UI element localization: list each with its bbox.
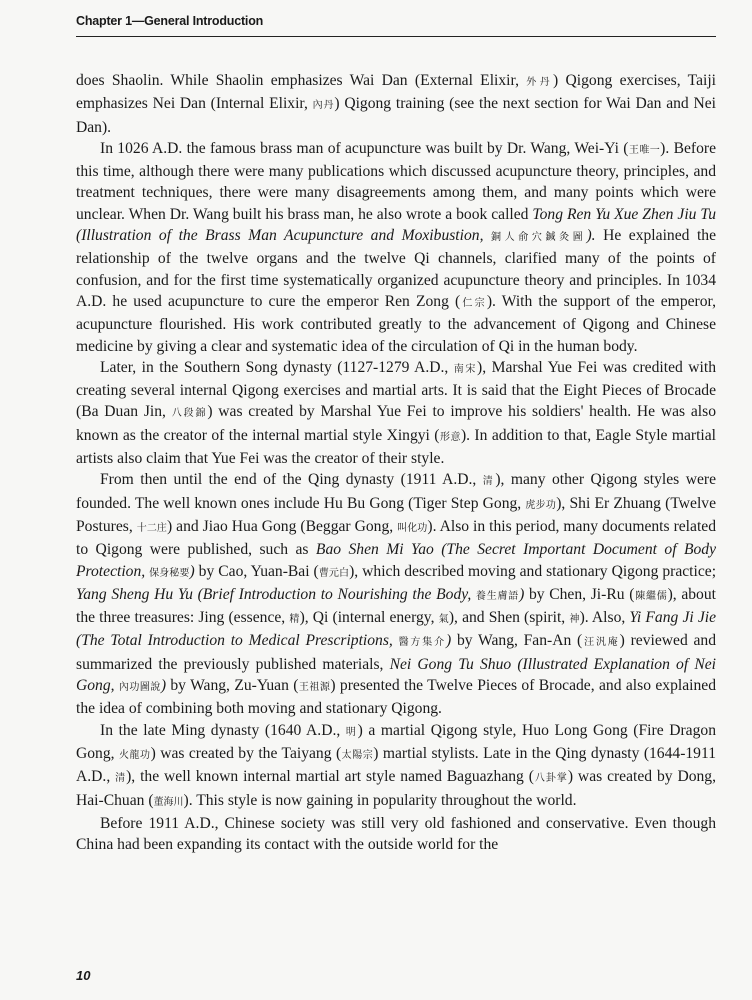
text: ), Shi Er Zhuang (Twelve Postures, (76, 494, 717, 535)
text: Before 1911 A.D., Chinese society was still very old fashioned and conservative. Even though China had been expanding its contact with the outside world for the (76, 814, 716, 854)
chinese-text: 八段錦 (171, 408, 208, 420)
book-title-end: ) (445, 632, 452, 650)
text: ), Marshal Yue Fei was credited with creating several internal Qigong exercises and martial arts. It is said that the Eight Pieces of Brocade (Ba Duan Jin, (76, 358, 717, 421)
text: ) Qigong exercises, Taiji emphasizes Nei Dan (Internal Elixir, (76, 72, 716, 113)
text: ). In addition to that, Eagle Style martial artists also claim that Yue Fei was the creator of their style. (76, 426, 716, 468)
chinese-text: 曹元白 (318, 567, 350, 579)
chinese-text: 王唯一 (628, 144, 661, 156)
text: ) Qigong training (see the next section for Wai Dan and Nei Dan). (76, 95, 717, 136)
chinese-text: 氣 (438, 614, 449, 626)
text: by Wang, Zu-Yuan ( (166, 677, 299, 695)
text: ), many other Qigong styles were founded. The well known ones include Hu Bu Gong (Tiger Step Gong, (76, 471, 717, 512)
body-text (76, 70, 716, 855)
text: ). With the support of the emperor, acupuncture flourished. His work contributed greatly to the advancement of Qigong and Chinese medicine by giving a clear and systematic idea of the circulation of Qi in the human body. (76, 292, 716, 355)
text: ) was created by Dong, Hai-Chuan ( (76, 768, 716, 809)
text: ) presented the Twelve Pieces of Brocade, and also explained the idea of combining both moving and stationary Qigong. (76, 677, 716, 718)
text: ) and Jiao Hua Gong (Beggar Gong, (167, 517, 398, 535)
text: He explained the relationship of the twelve organs and the twelve Qi channels, clarified many of the points of confusion, and for the first time systematically organized acupuncture theory and principles. In 1034 A.D. he used acupuncture to cure the emperor Ren Zong ( (76, 227, 716, 310)
chinese-text: 形意 (439, 431, 461, 443)
chinese-text: 十二庄 (136, 522, 167, 534)
text: ). This style is now gaining in popularity throughout the world. (183, 791, 577, 809)
book-title-end: ). (586, 227, 596, 245)
chinese-text: 醫方集介 (398, 637, 446, 649)
text: ) martial stylists. Late in the Qing dynasty (1644-1911 A.D., (76, 744, 716, 786)
chinese-text: 火龍功 (118, 749, 151, 761)
text: ), the well known internal martial art style named Baguazhang ( (126, 768, 534, 786)
text: In 1026 A.D. the famous brass man of acupuncture was built by Dr. Wang, Wei-Yi ( (100, 139, 629, 157)
chapter-header: Chapter 1—General Introduction (76, 14, 264, 28)
book-title-end: ) (189, 562, 195, 580)
chinese-text: 王祖源 (298, 682, 331, 694)
chinese-text: 太陽宗 (341, 749, 374, 761)
paragraph-4 (76, 469, 716, 719)
text: by Chen, Ji-Ru ( (524, 585, 635, 603)
chinese-text: 內丹 (312, 100, 335, 112)
header-rule (76, 36, 716, 37)
text: ) a martial Qigong style, Huo Long Gong (Fire Dragon Gong, (76, 721, 716, 762)
book-title-end: ) (160, 677, 167, 695)
book-title: Yang Sheng Hu Yu (Brief Introduction to Nourishing the Body, (76, 585, 476, 603)
chinese-text: 銅人俞穴鍼灸圖 (491, 232, 587, 244)
text: ). Also, (579, 609, 630, 627)
text: ) was created by Marshal Yue Fei to improve his soldiers' health. He was also known as the creator of the internal martial style Xingyi ( (76, 403, 717, 444)
chinese-text: 陳繼儒 (634, 590, 668, 602)
text: by Wang, Fan-An ( (451, 632, 583, 650)
chinese-text: 外丹 (526, 77, 554, 88)
chinese-text: 養生膚語 (475, 590, 520, 602)
page-number: 10 (76, 968, 91, 983)
chinese-text: 八卦掌 (533, 773, 568, 785)
chinese-text: 汪汎庵 (582, 637, 620, 649)
text: Later, in the Southern Song dynasty (1127-1279 A.D., (100, 358, 454, 376)
paragraph-2 (76, 138, 716, 357)
chinese-text: 虎步功 (525, 499, 557, 511)
paragraph-5 (76, 720, 716, 813)
chinese-text: 叫化功 (397, 522, 428, 534)
text: From then until the end of the Qing dynasty (1911 A.D., (100, 471, 483, 489)
chinese-text: 清 (482, 476, 496, 488)
text: ). Also in this period, many documents related to Qigong were published, such as (76, 517, 716, 559)
text: does Shaolin. While Shaolin emphasizes Wai Dan (External Elixir, (76, 72, 527, 89)
chinese-text: 神 (569, 614, 580, 626)
chinese-text: 南宋 (453, 363, 478, 375)
chinese-text: 保身秘要 (149, 567, 190, 579)
text: ) reviewed and summarized the previously published materials, (76, 632, 717, 673)
book-title-end: ) (519, 585, 525, 603)
chinese-text: 精 (289, 614, 300, 626)
text: by Cao, Yuan-Bai ( (194, 562, 319, 580)
text: ), about the three treasures: Jing (essence, (76, 585, 716, 627)
text: ), Qi (internal energy, (299, 609, 439, 627)
book-title: Tong Ren Yu Xue Zhen Jiu Tu (Illustration of the Brass Man Acupuncture and Moxibustion, (76, 205, 716, 245)
book-title: Nei Gong Tu Shuo (Illustrated Explanation of Nei Gong, (76, 655, 716, 695)
text: ), and Shen (spirit, (448, 609, 570, 627)
text: ). Before this time, although there were many publications which discussed acupuncture theory, principles, and treatment techniques, there were many disagreements among them, and many points which were unclear. When Dr. Wang built his brass man, he also wrote a book called (76, 139, 716, 223)
chinese-text: 清 (115, 773, 127, 785)
text: In the late Ming dynasty (1640 A.D., (100, 721, 346, 739)
paragraph-6 (76, 813, 716, 856)
chinese-text: 董海川 (153, 796, 184, 808)
chinese-text: 仁宗 (460, 297, 487, 309)
paragraph-3 (76, 357, 716, 469)
text: ) was created by the Taiyang ( (150, 744, 342, 762)
paragraph-1 (76, 70, 716, 138)
book-title: Yi Fang Ji Jie (The Total Introduction to Medical Prescriptions, (76, 609, 717, 650)
chinese-text: 明 (345, 726, 358, 738)
chinese-text: 內功圖說 (118, 682, 161, 694)
text: ), which described moving and stationary Qigong practice; (349, 562, 717, 580)
book-title: Bao Shen Mi Yao (The Secret Important Document of Body Protection, (76, 541, 716, 580)
